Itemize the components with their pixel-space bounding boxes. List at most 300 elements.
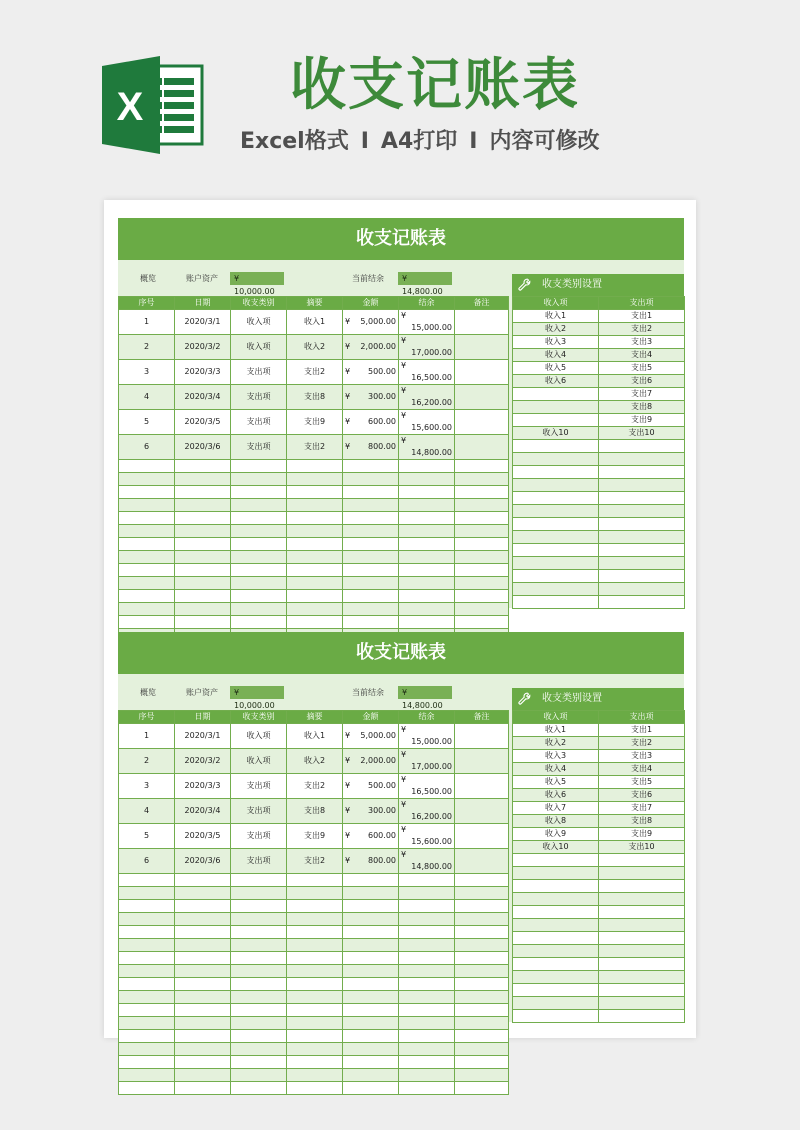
- table-cell[interactable]: [343, 939, 399, 952]
- income-category-cell[interactable]: [513, 945, 599, 958]
- table-cell[interactable]: [455, 538, 509, 551]
- expense-category-cell[interactable]: 支出9: [599, 828, 685, 841]
- table-cell[interactable]: [231, 1017, 287, 1030]
- income-category-cell[interactable]: 收入2: [513, 323, 599, 336]
- table-cell[interactable]: 支出2: [287, 774, 343, 799]
- income-category-cell[interactable]: [513, 401, 599, 414]
- income-category-cell[interactable]: [513, 583, 599, 596]
- table-cell[interactable]: [455, 952, 509, 965]
- expense-category-cell[interactable]: 支出7: [599, 802, 685, 815]
- table-cell[interactable]: [399, 724, 455, 749]
- table-cell[interactable]: [399, 824, 455, 849]
- table-cell[interactable]: [455, 1017, 509, 1030]
- table-cell[interactable]: [231, 551, 287, 564]
- table-cell[interactable]: 支出2: [287, 849, 343, 874]
- expense-category-cell[interactable]: 支出3: [599, 336, 685, 349]
- table-cell[interactable]: [175, 1004, 231, 1017]
- table-cell[interactable]: [175, 939, 231, 952]
- table-cell[interactable]: [399, 978, 455, 991]
- income-category-cell[interactable]: [513, 570, 599, 583]
- income-category-cell[interactable]: [513, 453, 599, 466]
- income-category-cell[interactable]: 收入7: [513, 802, 599, 815]
- table-cell[interactable]: [287, 1004, 343, 1017]
- expense-category-cell[interactable]: [599, 466, 685, 479]
- table-cell[interactable]: [343, 900, 399, 913]
- table-cell[interactable]: [399, 926, 455, 939]
- income-category-cell[interactable]: [513, 893, 599, 906]
- table-cell[interactable]: 支出项: [231, 385, 287, 410]
- table-cell[interactable]: [455, 590, 509, 603]
- table-cell[interactable]: [119, 887, 175, 900]
- income-category-cell[interactable]: [513, 971, 599, 984]
- income-category-cell[interactable]: 收入8: [513, 815, 599, 828]
- income-category-cell[interactable]: [513, 557, 599, 570]
- table-cell[interactable]: 2020/3/3: [175, 774, 231, 799]
- table-cell[interactable]: [287, 887, 343, 900]
- table-cell[interactable]: [399, 410, 455, 435]
- table-cell[interactable]: [231, 538, 287, 551]
- table-cell[interactable]: 收入2: [287, 335, 343, 360]
- expense-category-cell[interactable]: [599, 570, 685, 583]
- table-cell[interactable]: [343, 499, 399, 512]
- table-cell[interactable]: [231, 590, 287, 603]
- table-cell[interactable]: [343, 952, 399, 965]
- table-cell[interactable]: [399, 486, 455, 499]
- table-cell[interactable]: [399, 603, 455, 616]
- table-cell[interactable]: [399, 1017, 455, 1030]
- table-cell[interactable]: [399, 1069, 455, 1082]
- table-cell[interactable]: [287, 1069, 343, 1082]
- table-cell[interactable]: [287, 913, 343, 926]
- table-cell[interactable]: [343, 774, 399, 799]
- table-cell[interactable]: [399, 952, 455, 965]
- table-cell[interactable]: [231, 512, 287, 525]
- expense-category-cell[interactable]: [599, 906, 685, 919]
- expense-category-cell[interactable]: [599, 893, 685, 906]
- table-cell[interactable]: [455, 1004, 509, 1017]
- table-cell[interactable]: [399, 460, 455, 473]
- income-category-cell[interactable]: 收入6: [513, 375, 599, 388]
- table-cell[interactable]: [231, 525, 287, 538]
- table-cell[interactable]: 支出2: [287, 360, 343, 385]
- table-cell[interactable]: [343, 824, 399, 849]
- table-cell[interactable]: [455, 310, 509, 335]
- table-cell[interactable]: [175, 887, 231, 900]
- table-cell[interactable]: 2020/3/3: [175, 360, 231, 385]
- table-cell[interactable]: [455, 874, 509, 887]
- expense-category-cell[interactable]: 支出2: [599, 737, 685, 750]
- table-cell[interactable]: [399, 525, 455, 538]
- table-cell[interactable]: [231, 939, 287, 952]
- table-cell[interactable]: 2: [119, 335, 175, 360]
- table-cell[interactable]: 支出9: [287, 410, 343, 435]
- table-cell[interactable]: [455, 849, 509, 874]
- table-cell[interactable]: [119, 913, 175, 926]
- table-cell[interactable]: [231, 952, 287, 965]
- table-cell[interactable]: [343, 460, 399, 473]
- table-cell[interactable]: [455, 1030, 509, 1043]
- table-cell[interactable]: [175, 926, 231, 939]
- table-cell[interactable]: [119, 1043, 175, 1056]
- table-cell[interactable]: 4: [119, 385, 175, 410]
- table-cell[interactable]: [399, 310, 455, 335]
- expense-category-cell[interactable]: 支出3: [599, 750, 685, 763]
- income-category-cell[interactable]: 收入3: [513, 336, 599, 349]
- table-cell[interactable]: 支出2: [287, 435, 343, 460]
- table-cell[interactable]: [455, 991, 509, 1004]
- income-category-cell[interactable]: [513, 388, 599, 401]
- table-cell[interactable]: [231, 1056, 287, 1069]
- table-cell[interactable]: [343, 603, 399, 616]
- table-cell[interactable]: [231, 1069, 287, 1082]
- income-category-cell[interactable]: [513, 932, 599, 945]
- table-cell[interactable]: [399, 965, 455, 978]
- table-cell[interactable]: [343, 1043, 399, 1056]
- table-cell[interactable]: [119, 564, 175, 577]
- table-cell[interactable]: [231, 978, 287, 991]
- table-cell[interactable]: [343, 577, 399, 590]
- table-cell[interactable]: 2020/3/1: [175, 724, 231, 749]
- expense-category-cell[interactable]: 支出5: [599, 362, 685, 375]
- income-category-cell[interactable]: [513, 867, 599, 880]
- table-cell[interactable]: [455, 1082, 509, 1095]
- expense-category-cell[interactable]: [599, 518, 685, 531]
- asset-value[interactable]: ¥ 10,000.00: [230, 686, 284, 699]
- table-cell[interactable]: [455, 616, 509, 629]
- table-cell[interactable]: 收入项: [231, 335, 287, 360]
- table-cell[interactable]: [455, 577, 509, 590]
- income-category-cell[interactable]: 收入5: [513, 776, 599, 789]
- table-cell[interactable]: [343, 1017, 399, 1030]
- expense-category-cell[interactable]: 支出5: [599, 776, 685, 789]
- income-category-cell[interactable]: [513, 544, 599, 557]
- table-cell[interactable]: [119, 939, 175, 952]
- income-category-cell[interactable]: 收入1: [513, 724, 599, 737]
- expense-category-cell[interactable]: 支出6: [599, 375, 685, 388]
- table-cell[interactable]: [343, 310, 399, 335]
- table-cell[interactable]: 支出9: [287, 824, 343, 849]
- table-cell[interactable]: [119, 486, 175, 499]
- table-cell[interactable]: [343, 538, 399, 551]
- table-cell[interactable]: [231, 1004, 287, 1017]
- table-cell[interactable]: [119, 991, 175, 1004]
- table-cell[interactable]: [287, 499, 343, 512]
- table-cell[interactable]: [231, 564, 287, 577]
- table-cell[interactable]: [175, 590, 231, 603]
- table-cell[interactable]: [119, 473, 175, 486]
- table-cell[interactable]: [455, 799, 509, 824]
- table-cell[interactable]: [399, 991, 455, 1004]
- table-cell[interactable]: [231, 900, 287, 913]
- income-category-cell[interactable]: 收入4: [513, 763, 599, 776]
- table-cell[interactable]: 2020/3/6: [175, 435, 231, 460]
- table-cell[interactable]: [287, 926, 343, 939]
- table-cell[interactable]: [343, 360, 399, 385]
- table-cell[interactable]: [287, 616, 343, 629]
- table-cell[interactable]: [287, 564, 343, 577]
- expense-category-cell[interactable]: [599, 453, 685, 466]
- table-cell[interactable]: [119, 512, 175, 525]
- expense-category-cell[interactable]: [599, 971, 685, 984]
- table-cell[interactable]: 5: [119, 410, 175, 435]
- table-cell[interactable]: [231, 460, 287, 473]
- table-cell[interactable]: [119, 926, 175, 939]
- table-cell[interactable]: [343, 1030, 399, 1043]
- table-cell[interactable]: [287, 978, 343, 991]
- table-cell[interactable]: [175, 486, 231, 499]
- table-cell[interactable]: [119, 1030, 175, 1043]
- table-cell[interactable]: 收入1: [287, 724, 343, 749]
- table-cell[interactable]: [455, 410, 509, 435]
- table-cell[interactable]: [455, 564, 509, 577]
- table-cell[interactable]: 6: [119, 849, 175, 874]
- table-cell[interactable]: 收入2: [287, 749, 343, 774]
- table-cell[interactable]: [175, 1056, 231, 1069]
- expense-category-cell[interactable]: 支出7: [599, 388, 685, 401]
- table-cell[interactable]: [287, 1043, 343, 1056]
- table-cell[interactable]: [175, 991, 231, 1004]
- table-cell[interactable]: [343, 385, 399, 410]
- table-cell[interactable]: [399, 360, 455, 385]
- expense-category-cell[interactable]: 支出9: [599, 414, 685, 427]
- table-cell[interactable]: [175, 538, 231, 551]
- table-cell[interactable]: [231, 616, 287, 629]
- expense-category-cell[interactable]: [599, 984, 685, 997]
- table-cell[interactable]: [175, 1069, 231, 1082]
- table-cell[interactable]: [343, 978, 399, 991]
- table-cell[interactable]: [175, 874, 231, 887]
- balance-value[interactable]: ¥ 14,800.00: [398, 272, 452, 285]
- table-cell[interactable]: [287, 538, 343, 551]
- table-cell[interactable]: [119, 952, 175, 965]
- table-cell[interactable]: [399, 473, 455, 486]
- table-cell[interactable]: [343, 749, 399, 774]
- table-cell[interactable]: [399, 749, 455, 774]
- table-cell[interactable]: [455, 1043, 509, 1056]
- expense-category-cell[interactable]: 支出6: [599, 789, 685, 802]
- table-cell[interactable]: 2020/3/2: [175, 749, 231, 774]
- table-cell[interactable]: [343, 1082, 399, 1095]
- table-cell[interactable]: [455, 1056, 509, 1069]
- table-cell[interactable]: [287, 1030, 343, 1043]
- table-cell[interactable]: 支出8: [287, 799, 343, 824]
- table-cell[interactable]: 5: [119, 824, 175, 849]
- expense-category-cell[interactable]: [599, 997, 685, 1010]
- table-cell[interactable]: [287, 952, 343, 965]
- table-cell[interactable]: [399, 1043, 455, 1056]
- expense-category-cell[interactable]: 支出8: [599, 401, 685, 414]
- table-cell[interactable]: [287, 1082, 343, 1095]
- table-cell[interactable]: [119, 1017, 175, 1030]
- income-category-cell[interactable]: 收入5: [513, 362, 599, 375]
- table-cell[interactable]: [455, 603, 509, 616]
- expense-category-cell[interactable]: [599, 945, 685, 958]
- table-cell[interactable]: [287, 1017, 343, 1030]
- table-cell[interactable]: [455, 724, 509, 749]
- expense-category-cell[interactable]: 支出4: [599, 349, 685, 362]
- expense-category-cell[interactable]: [599, 854, 685, 867]
- table-cell[interactable]: 支出项: [231, 799, 287, 824]
- expense-category-cell[interactable]: [599, 867, 685, 880]
- table-cell[interactable]: [343, 1056, 399, 1069]
- income-category-cell[interactable]: [513, 854, 599, 867]
- table-cell[interactable]: [343, 410, 399, 435]
- expense-category-cell[interactable]: [599, 505, 685, 518]
- expense-category-cell[interactable]: 支出10: [599, 841, 685, 854]
- table-cell[interactable]: [455, 900, 509, 913]
- table-cell[interactable]: [343, 965, 399, 978]
- table-cell[interactable]: [455, 335, 509, 360]
- table-cell[interactable]: [343, 512, 399, 525]
- table-cell[interactable]: [343, 849, 399, 874]
- table-cell[interactable]: [399, 499, 455, 512]
- table-cell[interactable]: [343, 551, 399, 564]
- table-cell[interactable]: [175, 603, 231, 616]
- expense-category-cell[interactable]: [599, 492, 685, 505]
- table-cell[interactable]: 支出项: [231, 360, 287, 385]
- expense-category-cell[interactable]: [599, 440, 685, 453]
- table-cell[interactable]: 6: [119, 435, 175, 460]
- table-cell[interactable]: [287, 577, 343, 590]
- expense-category-cell[interactable]: 支出2: [599, 323, 685, 336]
- table-cell[interactable]: [343, 887, 399, 900]
- income-category-cell[interactable]: [513, 505, 599, 518]
- table-cell[interactable]: 2: [119, 749, 175, 774]
- table-cell[interactable]: 3: [119, 774, 175, 799]
- expense-category-cell[interactable]: 支出1: [599, 310, 685, 323]
- table-cell[interactable]: [119, 577, 175, 590]
- table-cell[interactable]: [399, 1030, 455, 1043]
- table-cell[interactable]: [455, 887, 509, 900]
- table-cell[interactable]: 支出8: [287, 385, 343, 410]
- expense-category-cell[interactable]: 支出1: [599, 724, 685, 737]
- expense-category-cell[interactable]: [599, 479, 685, 492]
- income-category-cell[interactable]: [513, 531, 599, 544]
- income-category-cell[interactable]: [513, 880, 599, 893]
- table-cell[interactable]: [287, 874, 343, 887]
- table-cell[interactable]: [175, 616, 231, 629]
- table-cell[interactable]: [231, 1082, 287, 1095]
- table-cell[interactable]: [287, 939, 343, 952]
- table-cell[interactable]: [455, 824, 509, 849]
- table-cell[interactable]: [175, 952, 231, 965]
- table-cell[interactable]: [455, 525, 509, 538]
- income-category-cell[interactable]: [513, 479, 599, 492]
- table-cell[interactable]: [287, 1056, 343, 1069]
- table-cell[interactable]: [119, 1082, 175, 1095]
- table-cell[interactable]: [119, 525, 175, 538]
- table-cell[interactable]: [231, 1043, 287, 1056]
- asset-value[interactable]: ¥ 10,000.00: [230, 272, 284, 285]
- table-cell[interactable]: 2020/3/4: [175, 799, 231, 824]
- income-category-cell[interactable]: [513, 906, 599, 919]
- table-cell[interactable]: [287, 460, 343, 473]
- table-cell[interactable]: [119, 1056, 175, 1069]
- table-cell[interactable]: [343, 486, 399, 499]
- table-cell[interactable]: [119, 551, 175, 564]
- table-cell[interactable]: [175, 913, 231, 926]
- table-cell[interactable]: [119, 590, 175, 603]
- table-cell[interactable]: [399, 913, 455, 926]
- table-cell[interactable]: [175, 499, 231, 512]
- table-cell[interactable]: [399, 1082, 455, 1095]
- table-cell[interactable]: [287, 965, 343, 978]
- income-category-cell[interactable]: [513, 466, 599, 479]
- table-cell[interactable]: [175, 1043, 231, 1056]
- table-cell[interactable]: [175, 965, 231, 978]
- table-cell[interactable]: [231, 486, 287, 499]
- expense-category-cell[interactable]: [599, 958, 685, 971]
- income-category-cell[interactable]: [513, 414, 599, 427]
- table-cell[interactable]: [399, 874, 455, 887]
- table-cell[interactable]: [455, 385, 509, 410]
- income-category-cell[interactable]: [513, 919, 599, 932]
- table-cell[interactable]: [455, 913, 509, 926]
- table-cell[interactable]: [455, 486, 509, 499]
- table-cell[interactable]: [399, 435, 455, 460]
- table-cell[interactable]: [343, 926, 399, 939]
- expense-category-cell[interactable]: [599, 596, 685, 609]
- expense-category-cell[interactable]: 支出10: [599, 427, 685, 440]
- table-cell[interactable]: [343, 616, 399, 629]
- expense-category-cell[interactable]: [599, 932, 685, 945]
- expense-category-cell[interactable]: 支出4: [599, 763, 685, 776]
- table-cell[interactable]: [175, 564, 231, 577]
- expense-category-cell[interactable]: [599, 557, 685, 570]
- table-cell[interactable]: [231, 887, 287, 900]
- table-cell[interactable]: [399, 799, 455, 824]
- income-category-cell[interactable]: 收入3: [513, 750, 599, 763]
- table-cell[interactable]: [119, 538, 175, 551]
- table-cell[interactable]: 支出项: [231, 410, 287, 435]
- table-cell[interactable]: [287, 603, 343, 616]
- table-cell[interactable]: [343, 724, 399, 749]
- table-cell[interactable]: [343, 913, 399, 926]
- table-cell[interactable]: [455, 360, 509, 385]
- income-category-cell[interactable]: [513, 1010, 599, 1023]
- income-category-cell[interactable]: [513, 596, 599, 609]
- table-cell[interactable]: [455, 1069, 509, 1082]
- table-cell[interactable]: [343, 874, 399, 887]
- income-category-cell[interactable]: [513, 440, 599, 453]
- table-cell[interactable]: [287, 512, 343, 525]
- income-category-cell[interactable]: 收入4: [513, 349, 599, 362]
- table-cell[interactable]: [455, 499, 509, 512]
- expense-category-cell[interactable]: [599, 531, 685, 544]
- table-cell[interactable]: [455, 460, 509, 473]
- table-cell[interactable]: [399, 577, 455, 590]
- table-cell[interactable]: [175, 978, 231, 991]
- expense-category-cell[interactable]: 支出8: [599, 815, 685, 828]
- income-category-cell[interactable]: 收入1: [513, 310, 599, 323]
- table-cell[interactable]: [399, 939, 455, 952]
- income-category-cell[interactable]: [513, 958, 599, 971]
- table-cell[interactable]: [231, 991, 287, 1004]
- table-cell[interactable]: [231, 1030, 287, 1043]
- table-cell[interactable]: [455, 551, 509, 564]
- table-cell[interactable]: [399, 385, 455, 410]
- table-cell[interactable]: [455, 435, 509, 460]
- table-cell[interactable]: 2020/3/5: [175, 410, 231, 435]
- table-cell[interactable]: [231, 874, 287, 887]
- table-cell[interactable]: [231, 926, 287, 939]
- table-cell[interactable]: [343, 525, 399, 538]
- table-cell[interactable]: [399, 551, 455, 564]
- table-cell[interactable]: [455, 473, 509, 486]
- table-cell[interactable]: [175, 900, 231, 913]
- expense-category-cell[interactable]: [599, 544, 685, 557]
- income-category-cell[interactable]: [513, 984, 599, 997]
